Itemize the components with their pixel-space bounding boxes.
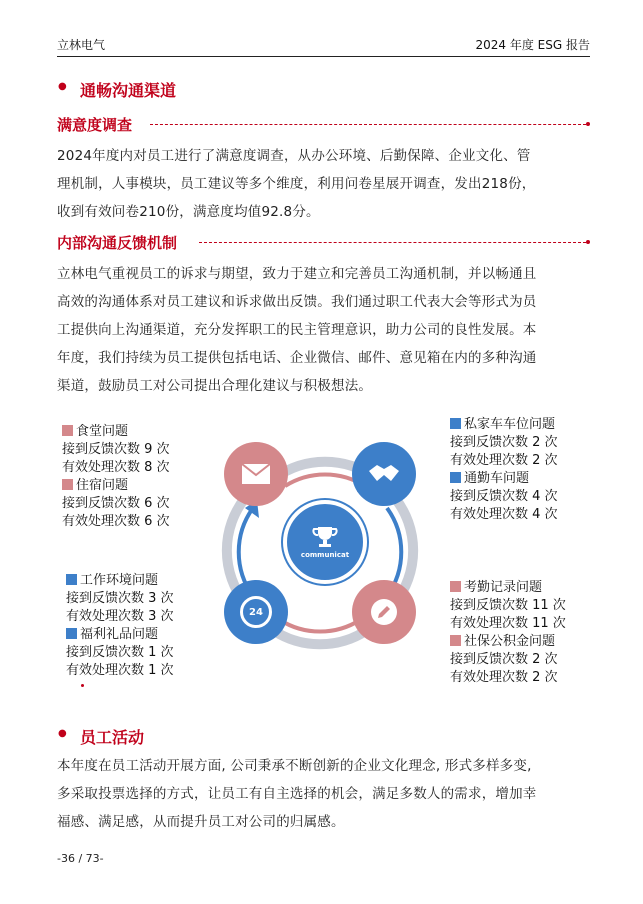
paragraph-line: 福感、满足感，从而提升员工对公司的归属感。 — [57, 814, 345, 830]
issue-title: 住宿问题 — [76, 478, 129, 493]
legend-square — [450, 635, 461, 646]
legend-square — [66, 574, 77, 585]
paragraph-line: 理机制，人事模块，员工建议等多个维度，利用问卷星展开调查，发出218份， — [57, 176, 536, 192]
mail-icon — [241, 463, 271, 485]
received-count: 接到反馈次数 6 次 — [62, 496, 170, 511]
handled-count: 有效处理次数 11 次 — [450, 616, 566, 631]
issue-title: 私家车车位问题 — [464, 417, 556, 432]
paragraph-line: 渠道，鼓励员工对公司提出合理化建议与积极想法。 — [57, 378, 373, 394]
header-company: 立林电气 — [57, 38, 106, 52]
handled-count: 有效处理次数 4 次 — [450, 507, 558, 522]
paragraph-activities — [57, 752, 602, 836]
section-title-activities: 员工活动 — [80, 728, 145, 747]
section-title-communication: 通畅沟通渠道 — [80, 81, 177, 100]
divider-end-dot — [586, 240, 590, 244]
issue-title: 福利礼品问题 — [80, 627, 159, 642]
paragraph-line: 收到有效问卷210份，满意度均值92.8分。 — [57, 204, 320, 220]
received-count: 接到反馈次数 3 次 — [66, 591, 174, 606]
legend-square — [62, 425, 73, 436]
paragraph-line: 2024年度内对员工进行了满意度调查，从办公环境、后勤保障、企业文化、管 — [57, 148, 531, 164]
received-count: 接到反馈次数 9 次 — [62, 442, 170, 457]
paragraph-line: 高效的沟通体系对员工建议和诉求做出反馈。我们通过职工代表大会等形式为员 — [57, 294, 537, 310]
paragraph-line: 本年度在员工活动开展方面, 公司秉承不断创新的企业文化理念, 形式多样多变, — [57, 758, 532, 774]
divider-end-dot — [586, 122, 590, 126]
issue-title: 考勤记录问题 — [464, 580, 543, 595]
pencil-icon-circle — [352, 580, 416, 644]
handled-count: 有效处理次数 6 次 — [62, 514, 170, 529]
feedback-group-top-left — [62, 423, 170, 531]
handled-count: 有效处理次数 2 次 — [450, 670, 558, 685]
legend-square — [450, 581, 461, 592]
legend-square — [450, 418, 461, 429]
mail-icon-circle — [224, 442, 288, 506]
paragraph-line: 年度，我们持续为员工提供包括电话、企业微信、邮件、意见箱在内的多种沟通 — [57, 350, 537, 366]
handshake-icon — [367, 461, 401, 487]
bullet-icon: ● — [58, 728, 67, 739]
feedback-group-bottom-right — [450, 579, 566, 687]
issue-title: 食堂问题 — [76, 424, 129, 439]
received-count: 接到反馈次数 4 次 — [450, 489, 558, 504]
dashed-divider — [199, 242, 586, 243]
paragraph-feedback — [57, 260, 602, 400]
legend-square — [450, 472, 461, 483]
center-trophy-circle — [283, 500, 367, 584]
subsection-title-satisfaction: 满意度调查 — [57, 116, 133, 134]
header-divider — [57, 56, 590, 57]
feedback-group-bottom-left — [66, 572, 174, 680]
handled-count: 有效处理次数 1 次 — [66, 663, 174, 678]
received-count: 接到反馈次数 2 次 — [450, 652, 558, 667]
paragraph-line: 工提供向上沟通渠道，充分发挥职工的民主管理意识，助力公司的良性发展。本 — [57, 322, 537, 338]
paragraph-line: 立林电气重视员工的诉求与期望，致力于建立和完善员工沟通机制，并以畅通且 — [57, 266, 537, 282]
legend-square — [66, 628, 77, 639]
issue-title: 工作环境问题 — [80, 573, 159, 588]
issue-title: 社保公积金问题 — [464, 634, 556, 649]
issue-title: 通勤车问题 — [464, 471, 530, 486]
legend-square — [62, 479, 73, 490]
center-label: communicat — [300, 551, 350, 559]
paragraph-line: 多采取投票选择的方式，让员工有自主选择的机会，满足多数人的需求，增加幸 — [57, 786, 537, 802]
dashed-divider — [150, 124, 586, 125]
pencil-icon — [369, 597, 399, 627]
page-number: -36 / 73- — [57, 852, 104, 865]
feedback-group-top-right — [450, 416, 558, 524]
phone-24-icon: 24 — [240, 596, 272, 628]
trophy-icon — [312, 525, 338, 549]
header-report-title: 2024 年度 ESG 报告 — [475, 38, 590, 52]
stray-dot — [81, 684, 84, 687]
received-count: 接到反馈次数 11 次 — [450, 598, 566, 613]
handled-count: 有效处理次数 2 次 — [450, 453, 558, 468]
handled-count: 有效处理次数 3 次 — [66, 609, 174, 624]
bullet-icon: ● — [58, 81, 67, 92]
handled-count: 有效处理次数 8 次 — [62, 460, 170, 475]
phone-24-icon-circle — [224, 580, 288, 644]
received-count: 接到反馈次数 1 次 — [66, 645, 174, 660]
subsection-title-feedback: 内部沟通反馈机制 — [57, 234, 178, 252]
handshake-icon-circle — [352, 442, 416, 506]
received-count: 接到反馈次数 2 次 — [450, 435, 558, 450]
paragraph-satisfaction — [57, 142, 597, 226]
